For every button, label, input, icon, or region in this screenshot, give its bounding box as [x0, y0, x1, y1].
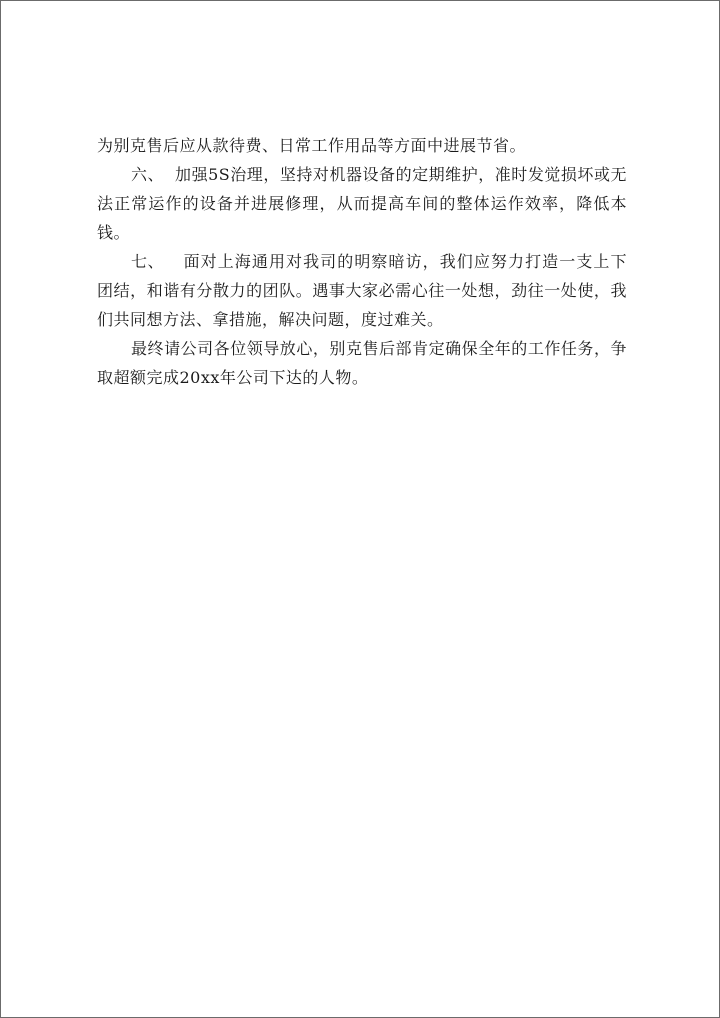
paragraph-conclusion: [97, 334, 627, 392]
paragraph-item-seven: [97, 247, 627, 334]
paragraph-text: 面对上海通用对我司的明察暗访，我们应努力打造一支上下团结，和谐有分散力的团队。遇事大家必需心往一处想，劲往一处使，我们共同想方法、拿措施，解决问题，度过难关。: [97, 252, 627, 329]
list-marker: 六、: [131, 165, 165, 184]
list-marker: 七、: [131, 252, 165, 271]
document-body: [97, 131, 627, 392]
paragraph-text: 为别克售后应从款待费、日常工作用品等方面中进展节省。: [97, 136, 527, 155]
paragraph-cost-saving: [97, 131, 627, 160]
paragraph-text: 加强5S治理，坚持对机器设备的定期维护，准时发觉损坏或无法正常运作的设备并进展修理，从而提高车间的整体运作效率，降低本钱。: [97, 165, 627, 242]
paragraph-item-six: [97, 160, 627, 247]
paragraph-text: 最终请公司各位领导放心，别克售后部肯定确保全年的工作任务，争取超额完成20xx年公司下达的人物。: [97, 339, 627, 387]
